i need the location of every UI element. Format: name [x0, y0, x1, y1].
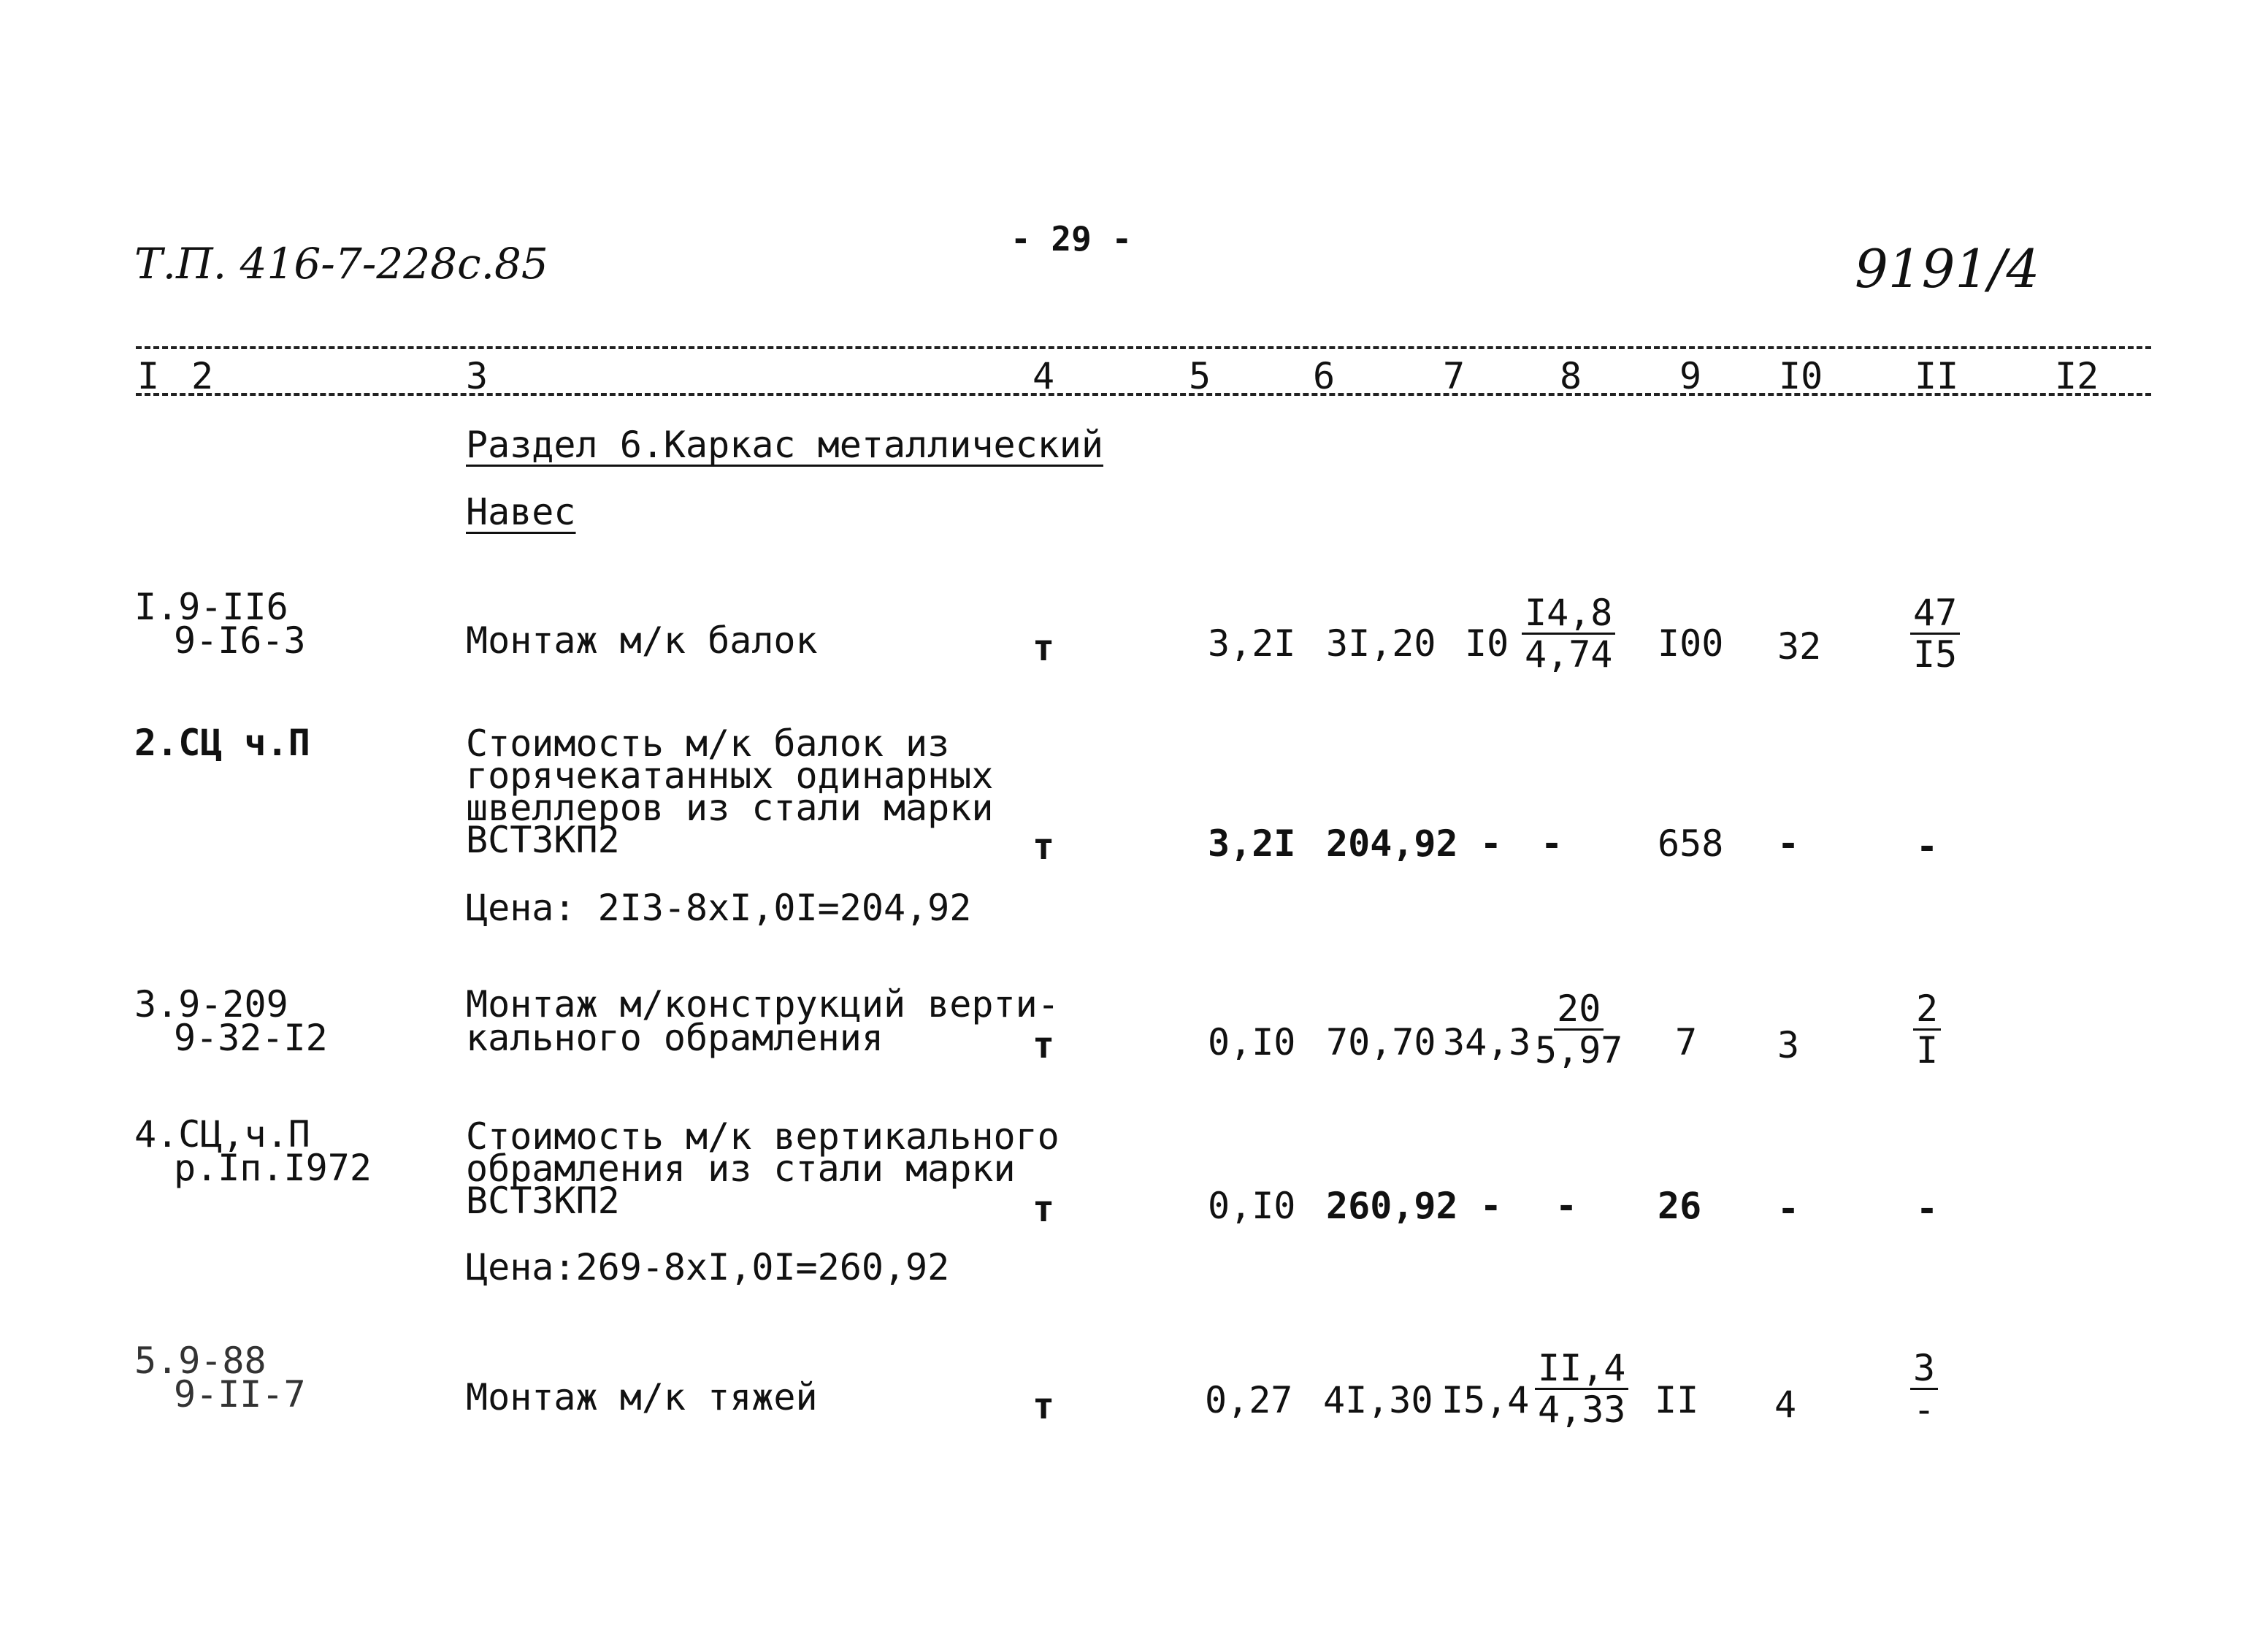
row-col9: 26 [1658, 1185, 1702, 1227]
archive-number: 9191/4 [1855, 238, 2040, 299]
column-header: 6 [1313, 355, 1336, 397]
row-col9: 7 [1675, 1021, 1698, 1063]
row-col10: 32 [1777, 625, 1822, 668]
row-quantity: 3,2I [1208, 622, 1296, 665]
row-col11-fraction: 3 - [1910, 1350, 1938, 1428]
column-header: I [137, 355, 160, 397]
row-col8: - [1555, 1185, 1578, 1227]
row-unit: т [1033, 825, 1055, 868]
row-price: 4I,30 [1323, 1379, 1433, 1421]
column-header: 2 [191, 355, 214, 397]
row-col9: I00 [1658, 622, 1724, 665]
row-name: Стоимость м/к балок из горячекатанных одинарных швеллеров из стали марки ВСТ3КП2 [466, 722, 994, 861]
row-price: 260,92 - [1326, 1185, 1502, 1227]
column-header: 4 [1033, 355, 1055, 397]
column-header: 8 [1560, 355, 1582, 397]
row-col11: - [1916, 825, 1939, 868]
row-code: 5.9-88 9-II-7 [134, 1340, 306, 1416]
column-header: 7 [1443, 355, 1466, 397]
row-code: 3.9-209 9-32-I2 [134, 983, 328, 1059]
row-name: Стоимость м/к вертикального обрамления из стали марки ВСТ3КП2 [466, 1115, 1060, 1222]
row-col8-fraction: $\frac{I4,8}{4,74}$ [1522, 595, 1615, 673]
header-rule-top [136, 346, 2151, 349]
row-quantity: 0,I0 [1208, 1021, 1296, 1063]
row-code: 2.СЦ ч.П [134, 722, 310, 764]
row-unit: т [1033, 1024, 1055, 1066]
row-col10: - [1777, 1188, 1800, 1230]
row-col11-fraction: $\frac{47}{I5}$ [1910, 595, 1960, 673]
row-col10: - [1777, 822, 1800, 865]
row-price-note: Цена: 2I3-8xI,0I=204,92 [466, 887, 972, 929]
row-col7: 34,3 [1443, 1021, 1531, 1063]
row-code: 4.СЦ,ч.П р.Iп.I972 [134, 1113, 372, 1189]
header-rule-bottom [136, 393, 2151, 396]
row-name: Монтаж м/к балок [466, 619, 818, 662]
column-header: I2 [2055, 355, 2099, 397]
row-col7: I0 [1465, 622, 1509, 665]
column-header: II [1915, 355, 1959, 397]
row-col11-fraction: $\frac{2}{I}$ [1913, 990, 1941, 1069]
row-price: 70,70 [1326, 1021, 1436, 1063]
row-price: 3I,20 [1326, 622, 1436, 665]
row-quantity: 3,2I [1208, 822, 1296, 865]
row-quantity: 0,I0 [1208, 1185, 1296, 1227]
row-price: 204,92 - [1326, 822, 1502, 865]
row-col7: I5,4 [1441, 1379, 1530, 1421]
row-name: Монтаж м/конструкций верти- кального обрамления [466, 983, 1060, 1059]
row-code: I.9-II6 9-I6-3 [134, 586, 306, 662]
row-col8: - [1541, 822, 1563, 865]
column-header: I0 [1779, 355, 1823, 397]
row-col10: 3 [1777, 1024, 1800, 1066]
page-number: - 29 - [1011, 219, 1133, 259]
row-col9: II [1655, 1379, 1699, 1421]
section-subtitle: Навес [466, 491, 576, 533]
row-unit: т [1033, 1188, 1055, 1230]
row-unit: т [1033, 627, 1055, 669]
row-quantity: 0,27 [1205, 1379, 1293, 1421]
row-unit: т [1033, 1385, 1055, 1427]
document-code: Т.П. 416-7-228с.85 [134, 239, 548, 289]
row-col10: 4 [1774, 1383, 1797, 1426]
row-col9: 658 [1658, 822, 1724, 865]
row-col8-fraction: $\frac{20}{5,97}$ [1535, 988, 1623, 1072]
column-header: 3 [466, 355, 489, 397]
row-name: Монтаж м/к тяжей [466, 1376, 818, 1418]
section-title: Раздел 6.Каркас металлический [466, 424, 1103, 466]
column-header: 5 [1189, 355, 1211, 397]
row-col11: - [1916, 1188, 1939, 1230]
column-header: 9 [1679, 355, 1702, 397]
row-col8-fraction: $\frac{II,4}{4,33}$ [1535, 1350, 1628, 1428]
row-price-note: Цена:269-8xI,0I=260,92 [466, 1246, 950, 1288]
